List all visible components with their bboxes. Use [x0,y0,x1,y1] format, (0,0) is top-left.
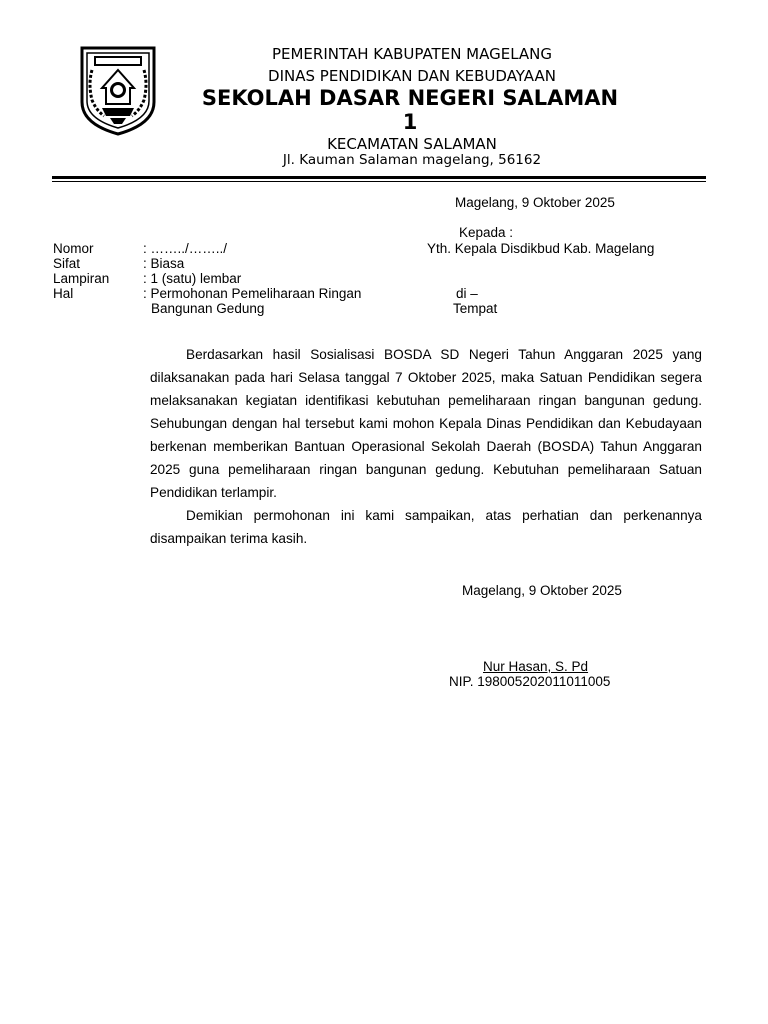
signature-date: Magelang, 9 Oktober 2025 [462,583,622,598]
meta-label-hal: Hal [53,286,74,301]
meta-value-hal-continuation: Bangunan Gedung [151,301,265,316]
body-paragraph-2: Demikian permohonan ini kami sampaikan, atas perhatian dan perkenannya disampaikan terima kasih. [150,508,702,546]
header-line-2: DINAS PENDIDIKAN DAN KEBUDAYAAN [268,67,556,85]
meta-value-nomor: : ……../……../ [143,241,228,256]
signer-name: Nur Hasan, S. Pd [483,659,589,674]
regency-emblem-icon [78,44,158,136]
recipient: Yth. Kepala Disdikbud Kab. Magelang [427,241,655,256]
letter-date: Magelang, 9 Oktober 2025 [455,195,615,210]
header-rule-thick [52,176,706,179]
tempat-label: Tempat [453,301,498,316]
kepada-label: Kepada : [459,225,514,240]
school-name-number: 1 [402,110,418,134]
meta-label-nomor: Nomor [53,241,94,256]
header-line-1: PEMERINTAH KABUPATEN MAGELANG [271,45,553,63]
di-label: di – [456,286,478,301]
signer-nip: NIP. 198005202011011005 [449,674,611,689]
body-paragraph-1: Berdasarkan hasil Sosialisasi BOSDA SD Negeri Tahun Anggaran 2025 yang dilaksanakan pada hari Selasa tanggal 7 Oktober 2025, maka Satuan Pendidikan segera melaksanakan kegiatan identifikasi kebutuhan pemeliharaan ringan bangunan gedung. Sehubungan dengan hal tersebut kami mohon Kepala Dinas Pendidikan dan Kebudayaan berkenan memberikan Bantuan Operasional Sekolah Daerah (BOSDA) Tahun Anggaran 2025 guna pemeliharaan ringan bangunan gedung. Kebutuhan pemeliharaan Satuan Pendidikan terlampir. [150,347,702,500]
meta-label-lampiran: Lampiran [53,271,110,286]
header-rule-thin [52,181,706,182]
district-name: KECAMATAN SALAMAN [327,135,497,153]
regency-logo [78,44,158,136]
meta-label-sifat: Sifat [53,256,81,271]
meta-value-hal: : Permohonan Pemeliharaan Ringan [143,286,362,301]
meta-value-sifat: : Biasa [143,256,185,271]
letter-body [150,343,702,550]
school-name: SEKOLAH DASAR NEGERI SALAMAN [201,86,619,110]
school-address: Jl. Kauman Salaman magelang, 56162 [282,152,542,168]
meta-value-lampiran: : 1 (satu) lembar [143,271,242,286]
